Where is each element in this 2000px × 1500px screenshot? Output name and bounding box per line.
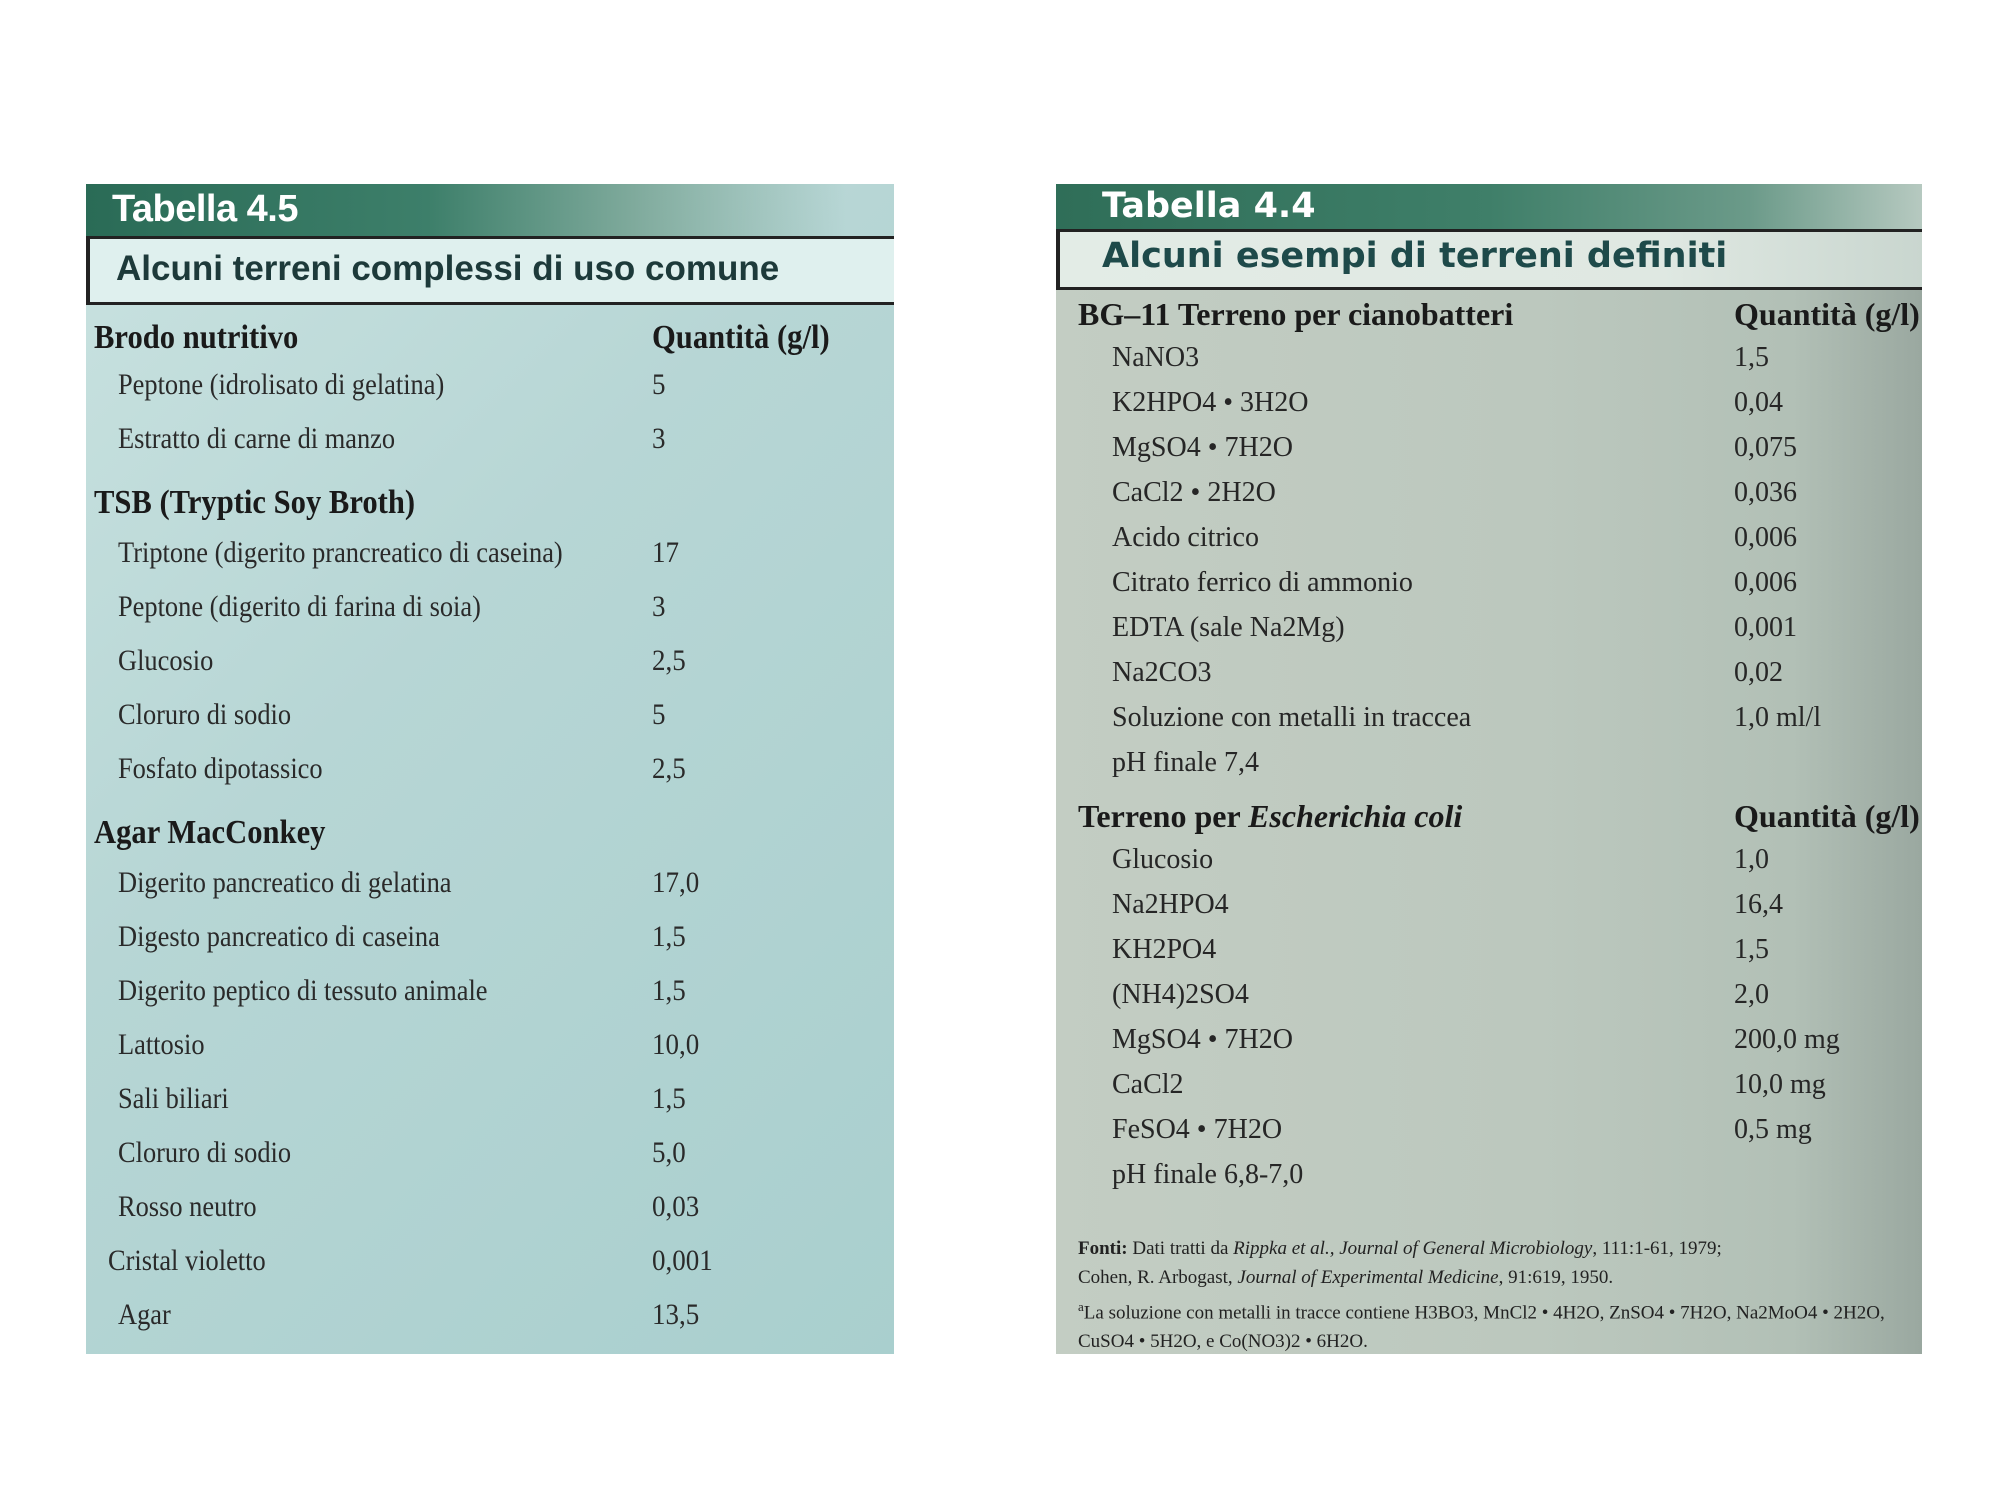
table-title: Alcuni terreni complessi di uso comune <box>116 249 780 288</box>
ingredient-name: Lattosio <box>118 1028 205 1061</box>
ingredient-value: 0,006 <box>1734 567 1797 598</box>
section-title: TSB (Tryptic Soy Broth) <box>94 484 416 521</box>
table-row <box>86 536 894 590</box>
table-row <box>86 866 894 920</box>
ingredient-name: Fosfato dipotassico <box>118 752 323 785</box>
table-row <box>1056 342 1922 387</box>
table-row <box>86 368 894 422</box>
quantity-header: Quantità (g/l) <box>1734 296 1920 332</box>
ingredient-name: Peptone (idrolisato di gelatina) <box>118 368 445 401</box>
ingredient-name: K2HPO4 • 3H2O <box>1112 387 1309 418</box>
ingredient-name: (NH4)2SO4 <box>1112 979 1249 1010</box>
ingredient-name: KH2PO4 <box>1112 934 1217 965</box>
table-row <box>1056 889 1922 934</box>
ingredient-value: 0,03 <box>652 1190 700 1223</box>
table-row <box>1056 1114 1922 1159</box>
footnote-line-1 <box>1078 1292 1922 1327</box>
ingredient-name: Digesto pancreatico di caseina <box>118 920 440 953</box>
table-header-band <box>1056 184 1922 230</box>
table-number: Tabella 4.5 <box>112 188 299 230</box>
divider <box>86 302 894 305</box>
table-row <box>86 1136 894 1190</box>
ingredient-value: 3 <box>652 422 666 455</box>
ingredient-value: 17 <box>652 536 679 569</box>
ingredient-value: 5,0 <box>652 1136 686 1169</box>
sources-label: Fonti: <box>1078 1238 1128 1259</box>
table-row <box>86 1190 894 1244</box>
ingredient-name: Triptone (digerito prancreatico di caseina) <box>118 536 563 569</box>
ingredient-name: MgSO4 • 7H2O <box>1112 1024 1293 1055</box>
ingredient-name: Glucosio <box>1112 844 1214 875</box>
sources-line-2 <box>1078 1263 1922 1292</box>
table-row <box>1056 844 1922 889</box>
table-sources <box>1078 1234 1922 1354</box>
ingredient-name: Sali biliari <box>118 1082 229 1115</box>
section-title <box>1078 798 1462 835</box>
footnote-text: CuSO4 • 5H2O, e Co(NO3)2 • 6H2O. <box>1078 1331 1368 1353</box>
table-4-5 <box>86 184 894 1354</box>
table-row <box>1056 1159 1922 1204</box>
table-row <box>86 590 894 644</box>
ingredient-value: 0,036 <box>1734 477 1797 508</box>
ingredient-value: 0,04 <box>1734 387 1783 418</box>
table-row <box>86 920 894 974</box>
ingredient-name: NaNO3 <box>1112 342 1200 373</box>
ingredient-name: CaCl2 <box>1112 1069 1184 1100</box>
ingredient-name: Na2CO3 <box>1112 657 1212 688</box>
ingredient-name: Cloruro di sodio <box>118 1136 292 1169</box>
ingredient-value: 200,0 mg <box>1734 1024 1840 1055</box>
sources-text: Dati tratti da <box>1132 1238 1234 1259</box>
ingredient-value: 0,006 <box>1734 522 1797 553</box>
table-row <box>1056 702 1922 747</box>
table-row <box>1056 477 1922 522</box>
footnote-text: La soluzione con metalli in tracce contiene H3BO3, MnCl2 • 4H2O, ZnSO4 • 7H2O, Na2MoO4 • 2H2O, <box>1083 1302 1885 1324</box>
ingredient-value: 2,5 <box>652 752 686 785</box>
table-row <box>1056 522 1922 567</box>
section-title: Agar MacConkey <box>94 814 326 851</box>
ingredient-name: Citrato ferrico di ammonio <box>1112 567 1413 598</box>
section-title: BG–11 Terreno per cianobatteri <box>1078 296 1514 332</box>
quantity-header: Quantità (g/l) <box>1734 798 1920 834</box>
table-row <box>86 1028 894 1082</box>
table-row <box>1056 934 1922 979</box>
ingredient-value: 1,5 <box>652 920 686 953</box>
ingredient-value: 10,0 <box>652 1028 700 1061</box>
ingredient-name: pH finale 6,8-7,0 <box>1112 1159 1304 1190</box>
table-row <box>86 1082 894 1136</box>
table-4-4 <box>1056 184 1922 1354</box>
table-title-box <box>1056 232 1922 288</box>
ingredient-name: Na2HPO4 <box>1112 889 1229 920</box>
table-title-box <box>86 239 894 303</box>
ingredient-name: Digerito peptico di tessuto animale <box>118 974 488 1007</box>
table-row <box>1056 567 1922 612</box>
ingredient-name: pH finale 7,4 <box>1112 747 1259 778</box>
ingredient-value: 0,001 <box>1734 612 1797 643</box>
ingredient-name: Peptone (digerito di farina di soia) <box>118 590 481 623</box>
table-row <box>86 1244 894 1298</box>
table-row <box>1056 432 1922 477</box>
section-title-prefix: Terreno per <box>1078 798 1249 834</box>
ingredient-value: 0,5 mg <box>1734 1114 1812 1145</box>
sources-text: , 91:619, 1950. <box>1498 1267 1614 1288</box>
ingredient-name: MgSO4 • 7H2O <box>1112 432 1293 463</box>
ingredient-name: Cloruro di sodio <box>118 698 292 731</box>
ingredient-value: 2,0 <box>1734 979 1769 1010</box>
sources-citation: Rippka et al., Journal of General Microbiology <box>1233 1238 1593 1259</box>
ingredient-name: EDTA (sale Na2Mg) <box>1112 612 1345 643</box>
table-row <box>1056 1024 1922 1069</box>
ingredient-name: Acido citrico <box>1112 522 1259 553</box>
table-row <box>1056 747 1922 792</box>
table-row <box>1056 979 1922 1024</box>
section-title: Brodo nutritivo <box>94 319 299 356</box>
section-title-italic: Escherichia coli <box>1248 798 1463 834</box>
ingredient-name: Cristal violetto <box>108 1244 266 1277</box>
ingredient-name: FeSO4 • 7H2O <box>1112 1114 1283 1145</box>
table-number: Tabella 4.4 <box>1102 186 1316 226</box>
ingredient-value: 1,5 <box>652 1082 686 1115</box>
table-row <box>1056 1069 1922 1114</box>
footnote-line-2 <box>1078 1327 1922 1354</box>
table-row <box>86 1298 894 1352</box>
ingredient-value: 3 <box>652 590 666 623</box>
divider <box>1056 287 1922 290</box>
sources-text: , 111:1-61, 1979; <box>1592 1238 1722 1259</box>
ingredient-value: 10,0 mg <box>1734 1069 1826 1100</box>
sources-line-1 <box>1078 1234 1922 1263</box>
ingredient-name: Estratto di carne di manzo <box>118 422 396 455</box>
table-row <box>1056 387 1922 432</box>
table-row <box>86 698 894 752</box>
ingredient-value: 13,5 <box>652 1298 700 1331</box>
ingredient-value: 1,0 <box>1734 844 1769 875</box>
table-row <box>86 422 894 476</box>
table-header-band <box>86 184 846 238</box>
ingredient-name: Glucosio <box>118 644 214 677</box>
ingredient-name: Digerito pancreatico di gelatina <box>118 866 452 899</box>
ingredient-value: 1,5 <box>652 974 686 1007</box>
ingredient-name: Rosso neutro <box>118 1190 257 1223</box>
ingredient-value: 1,0 ml/l <box>1734 702 1822 733</box>
ingredient-value: 2,5 <box>652 644 686 677</box>
table-row <box>86 644 894 698</box>
ingredient-value: 0,02 <box>1734 657 1783 688</box>
ingredient-value: 0,001 <box>652 1244 713 1277</box>
ingredient-name: CaCl2 • 2H2O <box>1112 477 1276 508</box>
footnote-mark: a <box>1078 1299 1084 1314</box>
sources-citation: Journal of Experimental Medicine <box>1237 1267 1499 1288</box>
table-row <box>1056 612 1922 657</box>
table-row <box>86 974 894 1028</box>
ingredient-name: Soluzione con metalli in traccea <box>1112 702 1472 733</box>
ingredient-value: 0,075 <box>1734 432 1797 463</box>
ingredient-name: Agar <box>118 1298 171 1331</box>
quantity-header: Quantità (g/l) <box>652 319 830 356</box>
table-row <box>86 752 894 806</box>
ingredient-value: 1,5 <box>1734 934 1769 965</box>
ingredient-value: 5 <box>652 698 666 731</box>
ingredient-value: 17,0 <box>652 866 700 899</box>
ingredient-value: 1,5 <box>1734 342 1769 373</box>
ingredient-value: 16,4 <box>1734 889 1783 920</box>
table-row <box>1056 657 1922 702</box>
table-title: Alcuni esempi di terreni definiti <box>1102 236 1728 276</box>
sources-text: Cohen, R. Arbogast, <box>1078 1267 1238 1288</box>
ingredient-value: 5 <box>652 368 666 401</box>
